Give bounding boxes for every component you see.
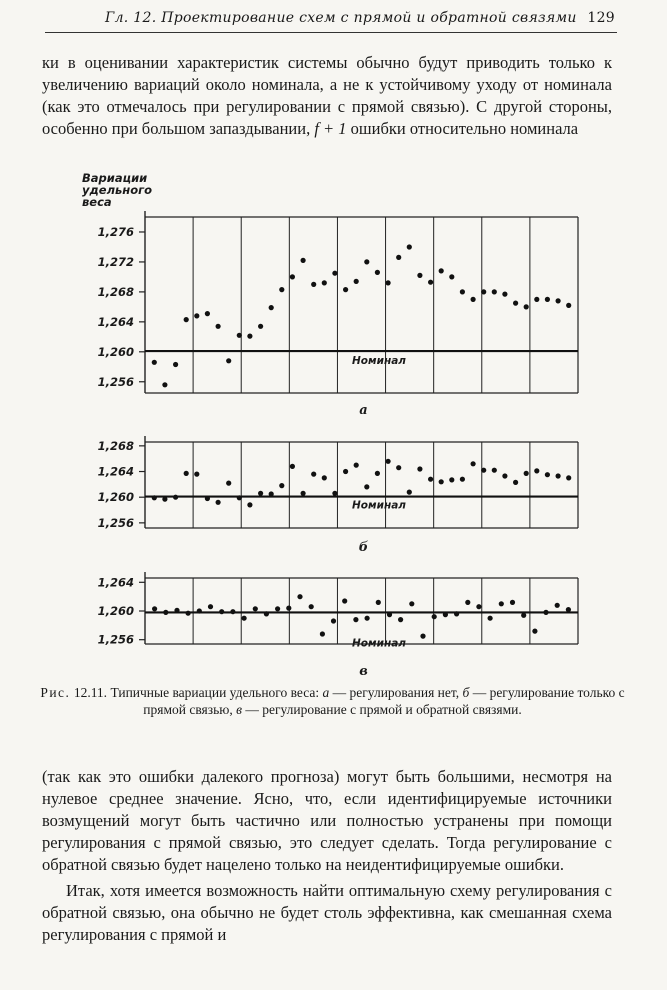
data-point bbox=[163, 610, 168, 615]
data-point bbox=[320, 631, 325, 636]
data-point bbox=[524, 471, 529, 476]
caption-b-text: — регулирование только с прямой связью, bbox=[143, 685, 625, 717]
data-point bbox=[376, 600, 381, 605]
data-point bbox=[219, 609, 224, 614]
data-point bbox=[375, 270, 380, 275]
y-axis-title-line-2: удельного bbox=[82, 183, 153, 197]
data-point bbox=[420, 634, 425, 639]
data-point bbox=[396, 465, 401, 470]
page-number: 129 bbox=[587, 10, 615, 26]
data-point bbox=[407, 490, 412, 495]
data-point bbox=[343, 469, 348, 474]
nominal-label: Номинал bbox=[352, 355, 406, 368]
data-point bbox=[521, 613, 526, 618]
data-point bbox=[258, 491, 263, 496]
data-point bbox=[364, 484, 369, 489]
data-point bbox=[173, 495, 178, 500]
data-point bbox=[197, 608, 202, 613]
data-point bbox=[439, 479, 444, 484]
data-point bbox=[545, 297, 550, 302]
data-point bbox=[510, 600, 515, 605]
data-point bbox=[417, 466, 422, 471]
data-point bbox=[247, 502, 252, 507]
panel-label: в bbox=[359, 664, 368, 679]
data-point bbox=[354, 463, 359, 468]
caption-c-text: — регулирование с прямой и обратной связями. bbox=[241, 702, 522, 717]
data-point bbox=[460, 289, 465, 294]
data-point bbox=[513, 480, 518, 485]
data-point bbox=[499, 601, 504, 606]
caption-c-label: в bbox=[236, 702, 242, 717]
data-point bbox=[322, 475, 327, 480]
panel-label: б bbox=[358, 540, 369, 555]
data-point bbox=[290, 274, 295, 279]
data-point bbox=[343, 287, 348, 292]
data-point bbox=[386, 459, 391, 464]
chart-panel-0 bbox=[98, 211, 578, 418]
y-axis-title-line-1: Вариации bbox=[82, 171, 148, 185]
data-point bbox=[275, 606, 280, 611]
data-point bbox=[269, 305, 274, 310]
data-point bbox=[513, 301, 518, 306]
y-tick-label: 1,264 bbox=[97, 314, 134, 329]
caption-text-1: Типичные вариации удельного веса: bbox=[110, 685, 323, 700]
caption-a-label: а bbox=[322, 685, 330, 700]
running-title: Гл. 12. Проектирование схем с прямой и обратной связями bbox=[105, 10, 577, 26]
data-point bbox=[242, 616, 247, 621]
y-tick-label: 1,260 bbox=[97, 344, 134, 359]
data-point bbox=[253, 606, 258, 611]
data-point bbox=[279, 287, 284, 292]
data-point bbox=[162, 497, 167, 502]
y-tick-label: 1,256 bbox=[97, 374, 134, 389]
data-point bbox=[311, 282, 316, 287]
data-point bbox=[286, 606, 291, 611]
data-point bbox=[543, 610, 548, 615]
data-point bbox=[216, 324, 221, 329]
data-point bbox=[545, 472, 550, 477]
data-point bbox=[258, 324, 263, 329]
data-point bbox=[502, 292, 507, 297]
data-point bbox=[194, 313, 199, 318]
data-point bbox=[173, 362, 178, 367]
data-point bbox=[428, 477, 433, 482]
data-point bbox=[481, 289, 486, 294]
data-point bbox=[184, 471, 189, 476]
data-point bbox=[353, 617, 358, 622]
data-point bbox=[481, 468, 486, 473]
data-point bbox=[396, 255, 401, 260]
data-point bbox=[354, 279, 359, 284]
caption-number: 12.11. bbox=[73, 685, 108, 700]
data-point bbox=[247, 334, 252, 339]
data-point bbox=[375, 471, 380, 476]
data-point bbox=[364, 259, 369, 264]
data-point bbox=[471, 461, 476, 466]
data-point bbox=[386, 280, 391, 285]
data-point bbox=[301, 258, 306, 263]
data-point bbox=[555, 603, 560, 608]
data-point bbox=[226, 358, 231, 363]
chart-panel-1 bbox=[98, 436, 578, 555]
y-tick-label: 1,256 bbox=[97, 515, 134, 530]
data-point bbox=[301, 491, 306, 496]
y-tick-label: 1,276 bbox=[97, 224, 134, 239]
data-point bbox=[532, 629, 537, 634]
data-point bbox=[454, 611, 459, 616]
data-point bbox=[409, 601, 414, 606]
data-point bbox=[407, 244, 412, 249]
nominal-label: Номинал bbox=[352, 637, 406, 650]
data-point bbox=[311, 472, 316, 477]
data-point bbox=[162, 382, 167, 387]
data-point bbox=[465, 600, 470, 605]
data-point bbox=[449, 274, 454, 279]
y-tick-label: 1,268 bbox=[97, 284, 134, 299]
data-point bbox=[342, 598, 347, 603]
data-point bbox=[332, 491, 337, 496]
paragraph-top-text-before: ки в оценивании характеристик системы обычно будут приводить только к увеличению вариаций около номинала, а не к устойчивому уходу от номинала (как это отмечалось при регулировании с прямой связью). С другой стороны, особенно при большом запаздывании, bbox=[42, 53, 612, 138]
data-point bbox=[269, 491, 274, 496]
data-point bbox=[194, 472, 199, 477]
data-point bbox=[290, 464, 295, 469]
panel-label: a bbox=[359, 403, 368, 418]
y-tick-label: 1,272 bbox=[97, 254, 134, 269]
data-point bbox=[460, 477, 465, 482]
data-point bbox=[208, 604, 213, 609]
data-point bbox=[534, 468, 539, 473]
data-point bbox=[471, 297, 476, 302]
data-point bbox=[309, 604, 314, 609]
data-point bbox=[443, 612, 448, 617]
data-point bbox=[184, 317, 189, 322]
caption-b-label: б bbox=[462, 685, 470, 700]
data-point bbox=[387, 612, 392, 617]
chart-panel-2 bbox=[98, 572, 578, 679]
data-point bbox=[492, 289, 497, 294]
formula-f-plus-1: f + 1 bbox=[314, 119, 347, 138]
data-point bbox=[492, 468, 497, 473]
data-point bbox=[237, 495, 242, 500]
y-tick-label: 1,256 bbox=[97, 632, 134, 647]
data-point bbox=[205, 496, 210, 501]
data-point bbox=[534, 297, 539, 302]
data-point bbox=[556, 473, 561, 478]
data-point bbox=[502, 473, 507, 478]
data-point bbox=[524, 304, 529, 309]
data-point bbox=[322, 280, 327, 285]
data-point bbox=[556, 298, 561, 303]
data-point bbox=[332, 271, 337, 276]
data-point bbox=[566, 607, 571, 612]
data-point bbox=[432, 614, 437, 619]
data-point bbox=[476, 604, 481, 609]
data-point bbox=[186, 611, 191, 616]
data-point bbox=[174, 608, 179, 613]
data-point bbox=[488, 616, 493, 621]
data-point bbox=[237, 333, 242, 338]
data-point bbox=[152, 606, 157, 611]
y-tick-label: 1,268 bbox=[97, 438, 134, 453]
data-point bbox=[205, 311, 210, 316]
y-tick-label: 1,264 bbox=[97, 575, 134, 590]
data-point bbox=[279, 483, 284, 488]
data-point bbox=[216, 500, 221, 505]
data-point bbox=[417, 273, 422, 278]
data-point bbox=[230, 609, 235, 614]
data-point bbox=[566, 475, 571, 480]
data-point bbox=[297, 594, 302, 599]
data-point bbox=[365, 616, 370, 621]
caption-lead: Рис. bbox=[40, 685, 71, 700]
data-point bbox=[566, 303, 571, 308]
data-point bbox=[331, 618, 336, 623]
data-point bbox=[439, 268, 444, 273]
figure-caption bbox=[40, 684, 625, 718]
data-point bbox=[449, 477, 454, 482]
paragraph-top-text-after: ошибки относительно номинала bbox=[346, 119, 579, 138]
caption-a-text: — регулирования нет, bbox=[329, 685, 463, 700]
nominal-label: Номинал bbox=[352, 499, 406, 512]
data-point bbox=[428, 280, 433, 285]
y-tick-label: 1,260 bbox=[97, 490, 134, 505]
y-tick-label: 1,264 bbox=[97, 464, 134, 479]
y-tick-label: 1,260 bbox=[97, 604, 134, 618]
data-point bbox=[152, 360, 157, 365]
paragraph-mid: (так как это ошибки далекого прогноза) могут быть большими, несмотря на нулевое среднее значение. Ясно, что, если идентифицируемые источники возмущений могут быть частично или полностью устранены при помощи регулирования с прямой связью, это следует сделать. Тогда регулирование с обратной связью будет нацелено только на неидентифицируемые ошибки. bbox=[42, 767, 612, 874]
data-point bbox=[152, 495, 157, 500]
paragraph-bottom: Итак, хотя имеется возможность найти оптимальную схему регулирования с обратной связью, она обычно не будет столь эффективна, как смешанная схема регулирования с прямой и bbox=[42, 881, 612, 944]
data-point bbox=[398, 617, 403, 622]
data-point bbox=[264, 611, 269, 616]
data-point bbox=[226, 481, 231, 486]
y-axis-title-line-3: веса bbox=[82, 195, 112, 209]
